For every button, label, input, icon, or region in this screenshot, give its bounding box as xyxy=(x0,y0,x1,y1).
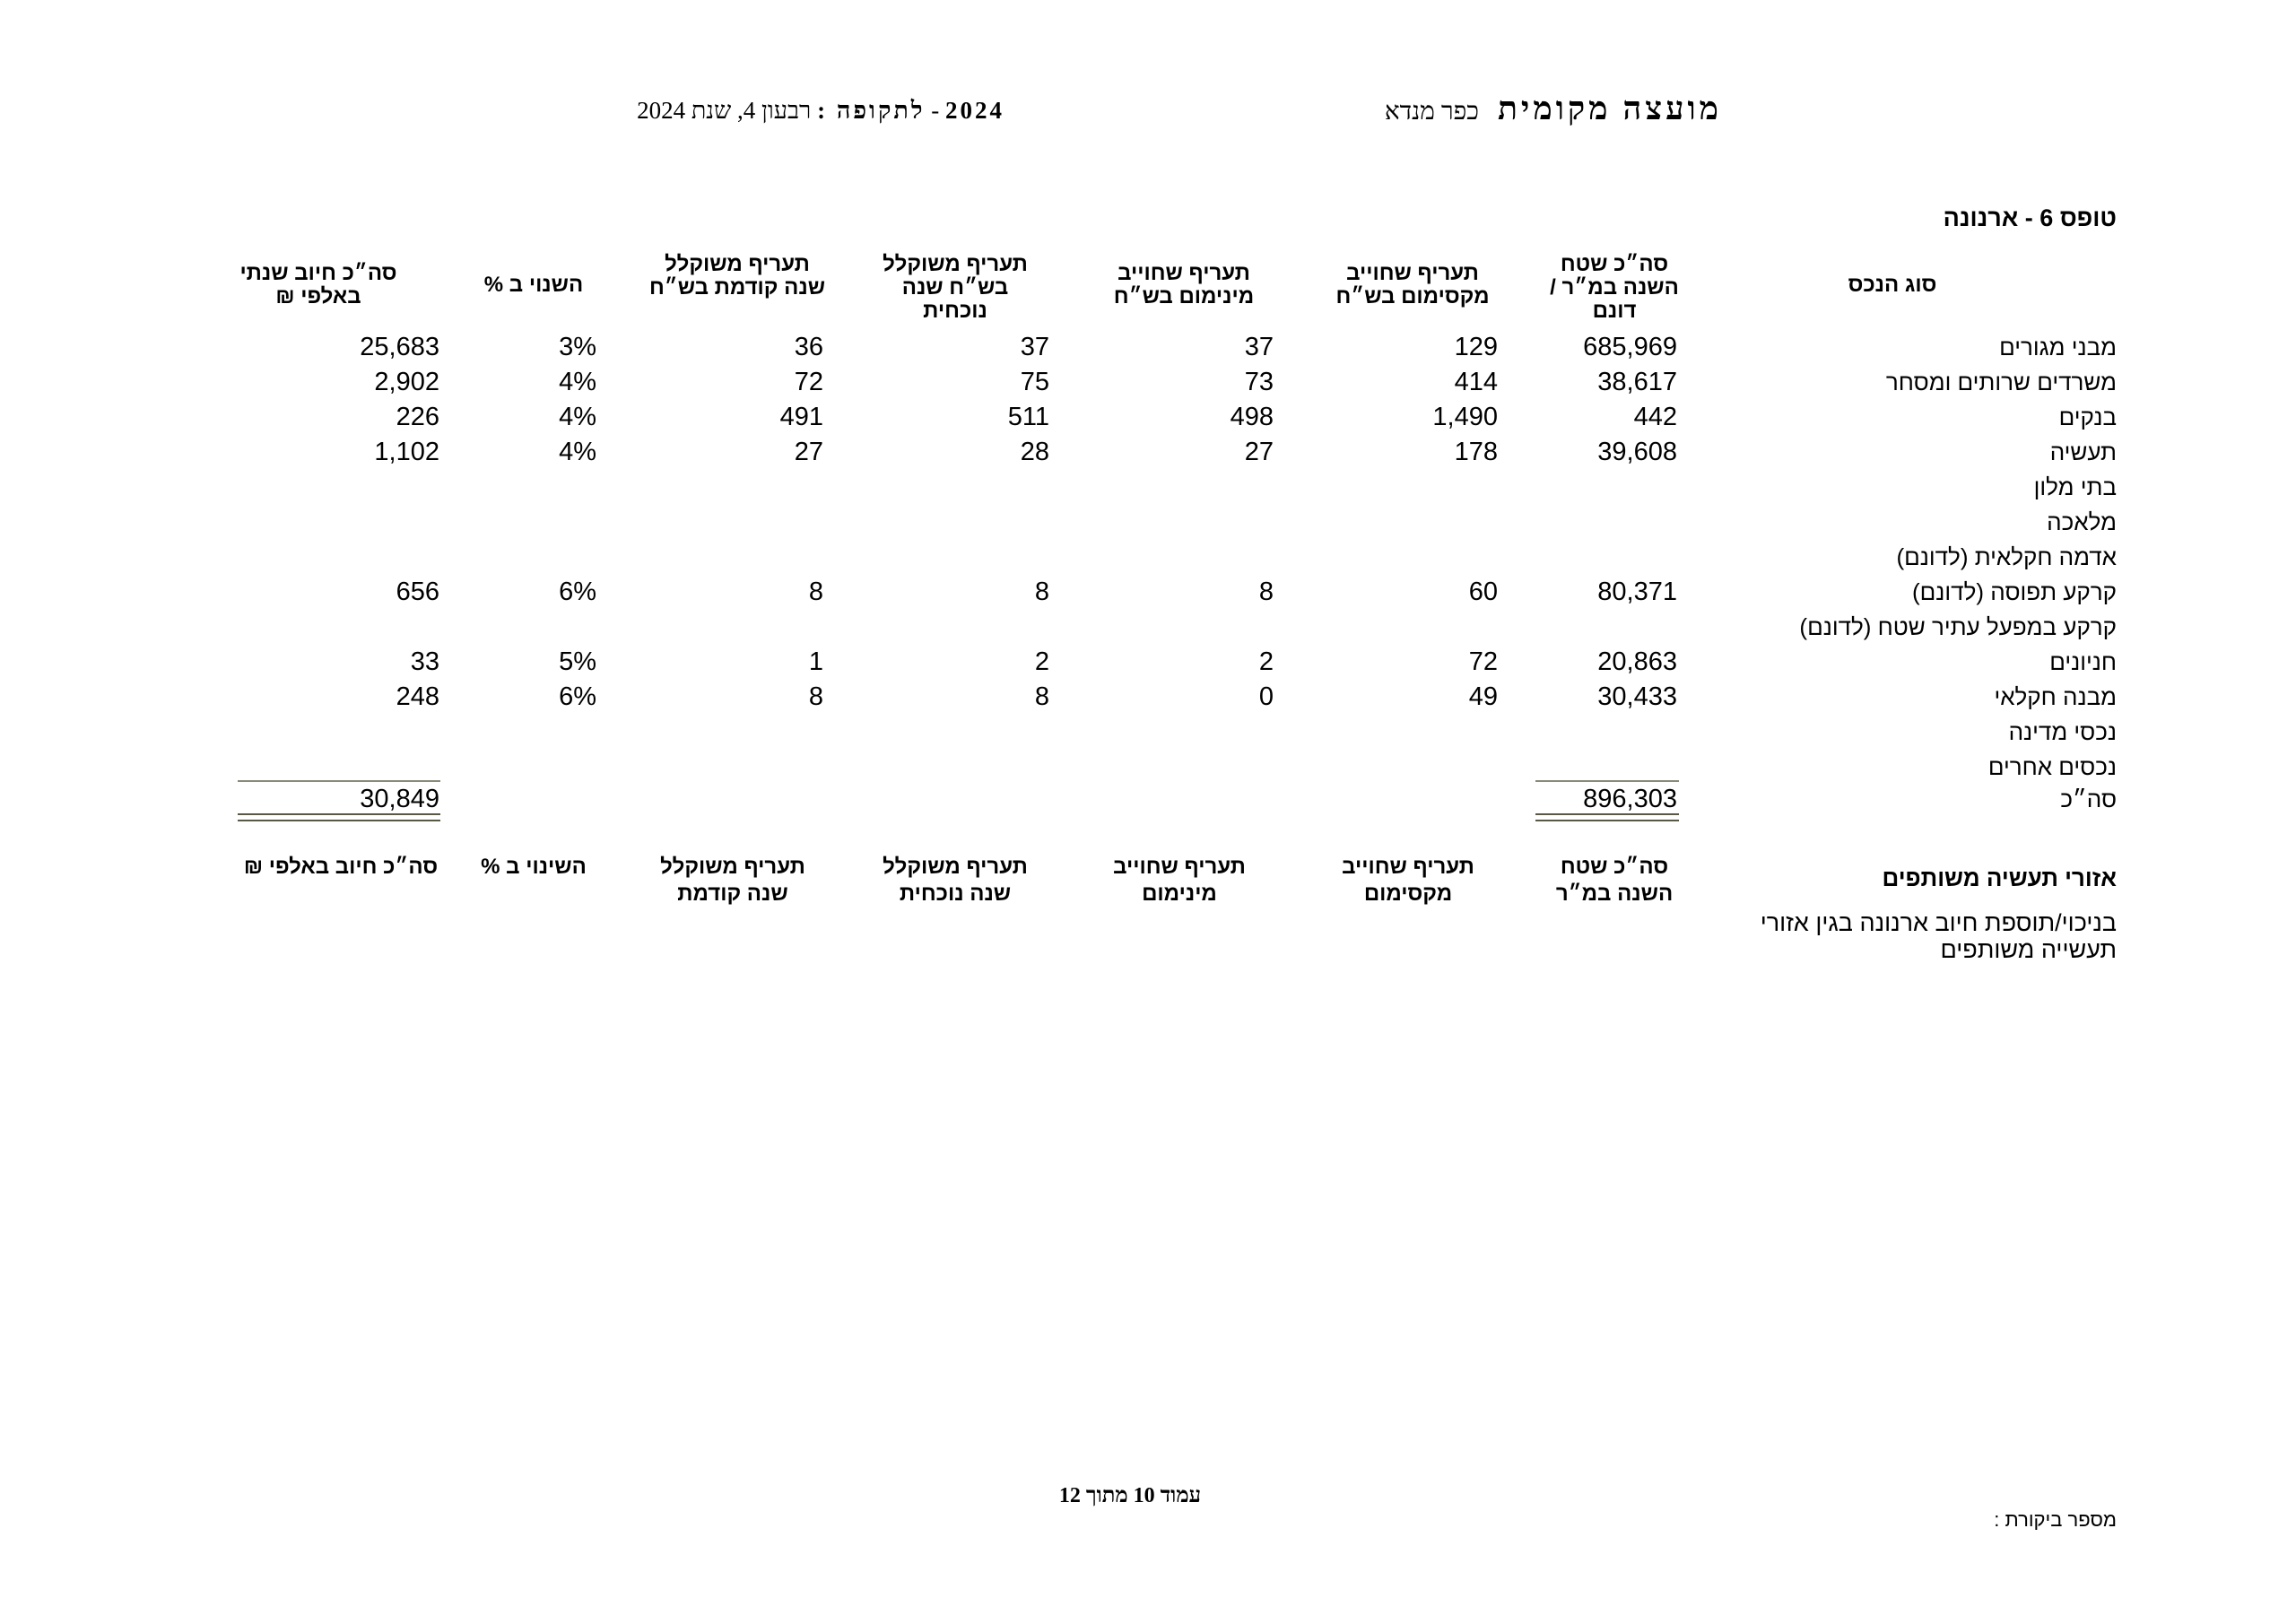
cell-annual-charge: 33 xyxy=(410,647,439,676)
col-property-type: סוג הנכס xyxy=(1848,273,1937,297)
cell-min-rate: 498 xyxy=(1230,403,1274,431)
cell-annual-charge: 656 xyxy=(396,578,439,606)
shared-col-annual-charge: סה״כ חיוב באלפי ₪ xyxy=(243,855,439,879)
row-label: בנקים xyxy=(2058,404,2117,430)
shared-col-area: סה״כ שטח השנה במ״ר xyxy=(1555,855,1674,906)
shared-col-weighted-current: תעריף משוקלל שנה נוכחית xyxy=(883,855,1028,906)
council-type: מועצה מקומית xyxy=(1497,91,1722,126)
col-max-rate: תעריף שחוייב מקסימום בש״ח xyxy=(1335,261,1490,308)
col-annual-charge: סה״כ חיוב שנתי באלפי ₪ xyxy=(239,261,397,308)
council-title xyxy=(1345,90,1722,127)
period-label: לתקופה : xyxy=(817,97,926,124)
cell-weighted-current: 75 xyxy=(1020,368,1049,396)
area-total-topline xyxy=(1535,780,1679,782)
cell-annual-charge: 226 xyxy=(396,403,439,431)
cell-min-rate: 2 xyxy=(1258,647,1274,676)
cell-change-pct: 6% xyxy=(559,682,596,711)
cell-min-rate: 0 xyxy=(1258,682,1274,711)
cell-weighted-current: 8 xyxy=(1034,682,1049,711)
row-label: חניונים xyxy=(2049,648,2117,675)
cell-max-rate: 414 xyxy=(1454,368,1498,396)
cell-weighted-current: 28 xyxy=(1020,438,1049,466)
row-label: אדמה חקלאית (לדונם) xyxy=(1896,543,2117,570)
page-number: עמוד 10 מתוך 12 xyxy=(1058,1484,1202,1507)
shared-col-weighted-prev: תעריף משוקלל שנה קודמת xyxy=(660,855,805,906)
cell-weighted-prev: 8 xyxy=(808,578,823,606)
shared-zones-title: אזורי תעשיה משותפים xyxy=(1882,864,2117,891)
row-label: נכסי מדינה xyxy=(2008,718,2117,745)
cell-min-rate: 73 xyxy=(1244,368,1274,396)
shared-col-max-rate: תעריף שחוייב מקסימום xyxy=(1342,855,1474,906)
cell-max-rate: 1,490 xyxy=(1432,403,1498,431)
cell-change-pct: 6% xyxy=(559,578,596,606)
cell-area: 30,433 xyxy=(1597,682,1677,711)
cell-annual-charge: 25,683 xyxy=(360,333,439,361)
cell-area: 20,863 xyxy=(1597,647,1677,676)
cell-weighted-current: 8 xyxy=(1034,578,1049,606)
charge-total-topline xyxy=(238,780,440,782)
cell-area: 442 xyxy=(1633,403,1677,431)
row-label: משרדים שרותים ומסחר xyxy=(1885,369,2117,395)
cell-annual-charge: 1,102 xyxy=(374,438,439,466)
col-weighted-current: תעריף משוקלל בש״ח שנה נוכחית xyxy=(883,252,1028,323)
cell-weighted-current: 2 xyxy=(1034,647,1049,676)
cell-annual-charge: 248 xyxy=(396,682,439,711)
cell-change-pct: 4% xyxy=(559,403,596,431)
row-label: קרקע במפעל עתיר שטח (לדונם) xyxy=(1799,613,2117,640)
col-min-rate: תעריף שחוייב מינימום בש״ח xyxy=(1113,261,1255,308)
period-header: 2024 - לתקופה : רבעון 4, שנת 2024 xyxy=(637,97,1004,124)
cell-annual-charge: 2,902 xyxy=(374,368,439,396)
cell-weighted-prev: 491 xyxy=(779,403,823,431)
col-change-pct: השנוי ב % xyxy=(483,273,584,297)
total-area: 896,303 xyxy=(1583,785,1677,813)
cell-change-pct: 3% xyxy=(559,333,596,361)
cell-change-pct: 4% xyxy=(559,438,596,466)
row-label: מלאכה xyxy=(2047,508,2117,535)
cell-max-rate: 129 xyxy=(1454,333,1498,361)
cell-change-pct: 4% xyxy=(559,368,596,396)
form-title: טופס 6 - ארנונה xyxy=(1943,204,2117,231)
council-name: כפר מנדא xyxy=(1384,98,1479,126)
cell-max-rate: 49 xyxy=(1468,682,1498,711)
col-area: סה״כ שטח השנה במ״ר / דונם xyxy=(1550,252,1679,323)
row-label: תעשיה xyxy=(2049,439,2117,465)
cell-change-pct: 5% xyxy=(559,647,596,676)
area-total-double-underline xyxy=(1535,813,1679,821)
audit-number-label: מספר ביקורת : xyxy=(1994,1508,2117,1531)
period-value: רבעון 4, שנת 2024 xyxy=(637,97,812,124)
shared-col-change-pct: השינוי ב % xyxy=(481,855,587,879)
row-label: נכסים אחרים xyxy=(1987,753,2117,780)
period-year: 2024 xyxy=(945,97,1004,124)
cell-weighted-current: 37 xyxy=(1020,333,1049,361)
charge-total-double-underline xyxy=(238,813,440,821)
cell-max-rate: 72 xyxy=(1468,647,1498,676)
cell-min-rate: 37 xyxy=(1244,333,1274,361)
cell-max-rate: 60 xyxy=(1468,578,1498,606)
cell-weighted-prev: 8 xyxy=(808,682,823,711)
shared-zones-description: בניכוי/תוספת חיוב ארנונה בגין אזורי תעשייה משותפים xyxy=(1760,909,2117,963)
cell-area: 685,969 xyxy=(1583,333,1677,361)
shared-col-min-rate: תעריף שחוייב מינימום xyxy=(1113,855,1246,906)
cell-weighted-prev: 27 xyxy=(794,438,823,466)
cell-area: 80,371 xyxy=(1597,578,1677,606)
row-label: מבני מגורים xyxy=(1999,334,2117,360)
cell-max-rate: 178 xyxy=(1454,438,1498,466)
cell-area: 39,608 xyxy=(1597,438,1677,466)
col-weighted-prev: תעריף משוקלל שנה קודמת בש״ח xyxy=(648,252,826,300)
cell-weighted-current: 511 xyxy=(1007,403,1049,431)
cell-min-rate: 8 xyxy=(1258,578,1274,606)
cell-weighted-prev: 36 xyxy=(794,333,823,361)
total-label: סה״כ xyxy=(2060,786,2117,812)
cell-weighted-prev: 72 xyxy=(794,368,823,396)
cell-area: 38,617 xyxy=(1597,368,1677,396)
cell-weighted-prev: 1 xyxy=(808,647,823,676)
total-annual-charge: 30,849 xyxy=(360,785,439,813)
row-label: בתי מלון xyxy=(2033,473,2117,500)
row-label: מבנה חקלאי xyxy=(1994,683,2117,710)
cell-min-rate: 27 xyxy=(1244,438,1274,466)
row-label: קרקע תפוסה (לדונם) xyxy=(1912,578,2117,605)
